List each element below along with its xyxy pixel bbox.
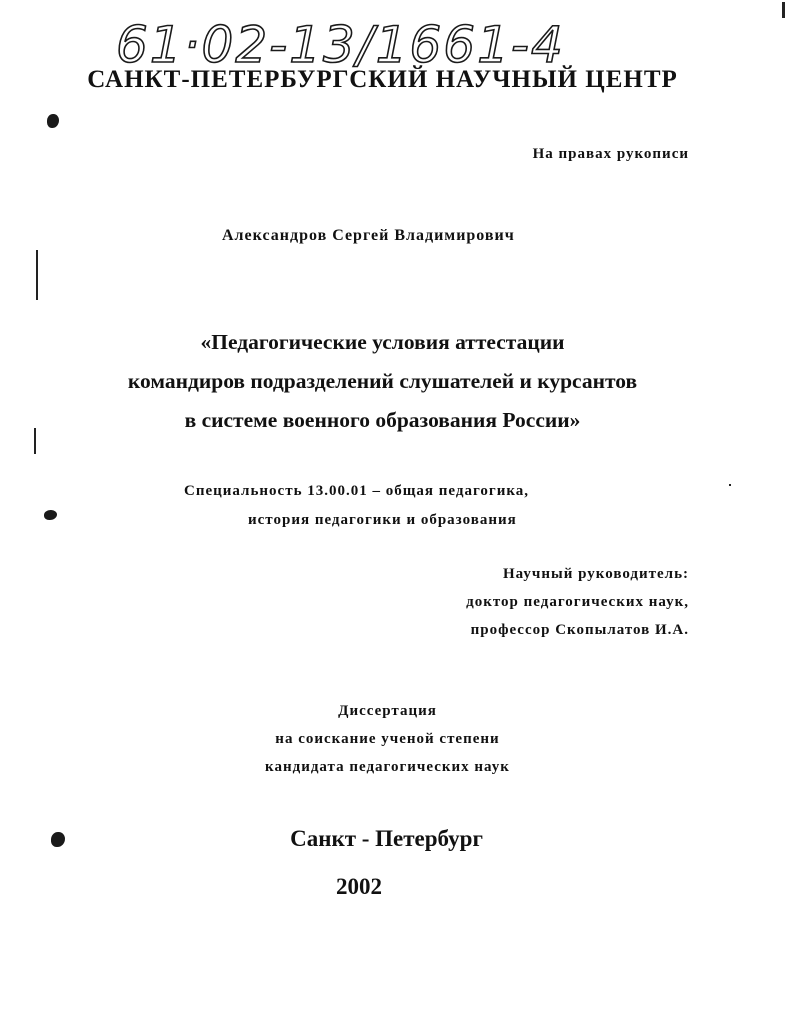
advisor-name: профессор Скопылатов И.А. xyxy=(470,622,689,638)
scan-artifact xyxy=(782,2,785,18)
title-line-3: в системе военного образования России» xyxy=(184,408,581,432)
author-name: Александров Сергей Владимирович xyxy=(222,227,515,244)
dissertation-line-2: на соискание ученой степени xyxy=(275,731,500,747)
scan-artifact xyxy=(44,510,57,520)
scan-artifact xyxy=(47,114,59,128)
specialty-block xyxy=(184,477,529,535)
advisor-label: Научный руководитель: xyxy=(503,566,689,582)
institution-name: САНКТ-ПЕТЕРБУРГСКИЙ НАУЧНЫЙ ЦЕНТР xyxy=(87,66,678,93)
dissertation-title xyxy=(0,323,765,440)
rights-note: На правах рукописи xyxy=(532,146,689,162)
scan-artifact xyxy=(36,250,38,300)
year: 2002 xyxy=(336,874,382,899)
dissertation-line-3: кандидата педагогических наук xyxy=(265,759,510,775)
scan-artifact xyxy=(729,484,731,486)
specialty-line-2: история педагогики и образования xyxy=(248,512,517,528)
dissertation-line-1: Диссертация xyxy=(338,703,437,719)
advisor-degree: доктор педагогических наук, xyxy=(466,594,689,610)
advisor-block xyxy=(466,560,689,644)
title-line-1: «Педагогические условия аттестации xyxy=(200,330,565,354)
scan-artifact xyxy=(34,428,36,454)
dissertation-block xyxy=(0,697,775,781)
city: Санкт - Петербург xyxy=(290,826,483,851)
title-line-2: командиров подразделений слушателей и курсантов xyxy=(127,369,638,393)
handwritten-code-text: 61·02-13/1661-4 xyxy=(116,16,565,74)
specialty-line-1: Специальность 13.00.01 – общая педагогика, xyxy=(184,483,530,499)
